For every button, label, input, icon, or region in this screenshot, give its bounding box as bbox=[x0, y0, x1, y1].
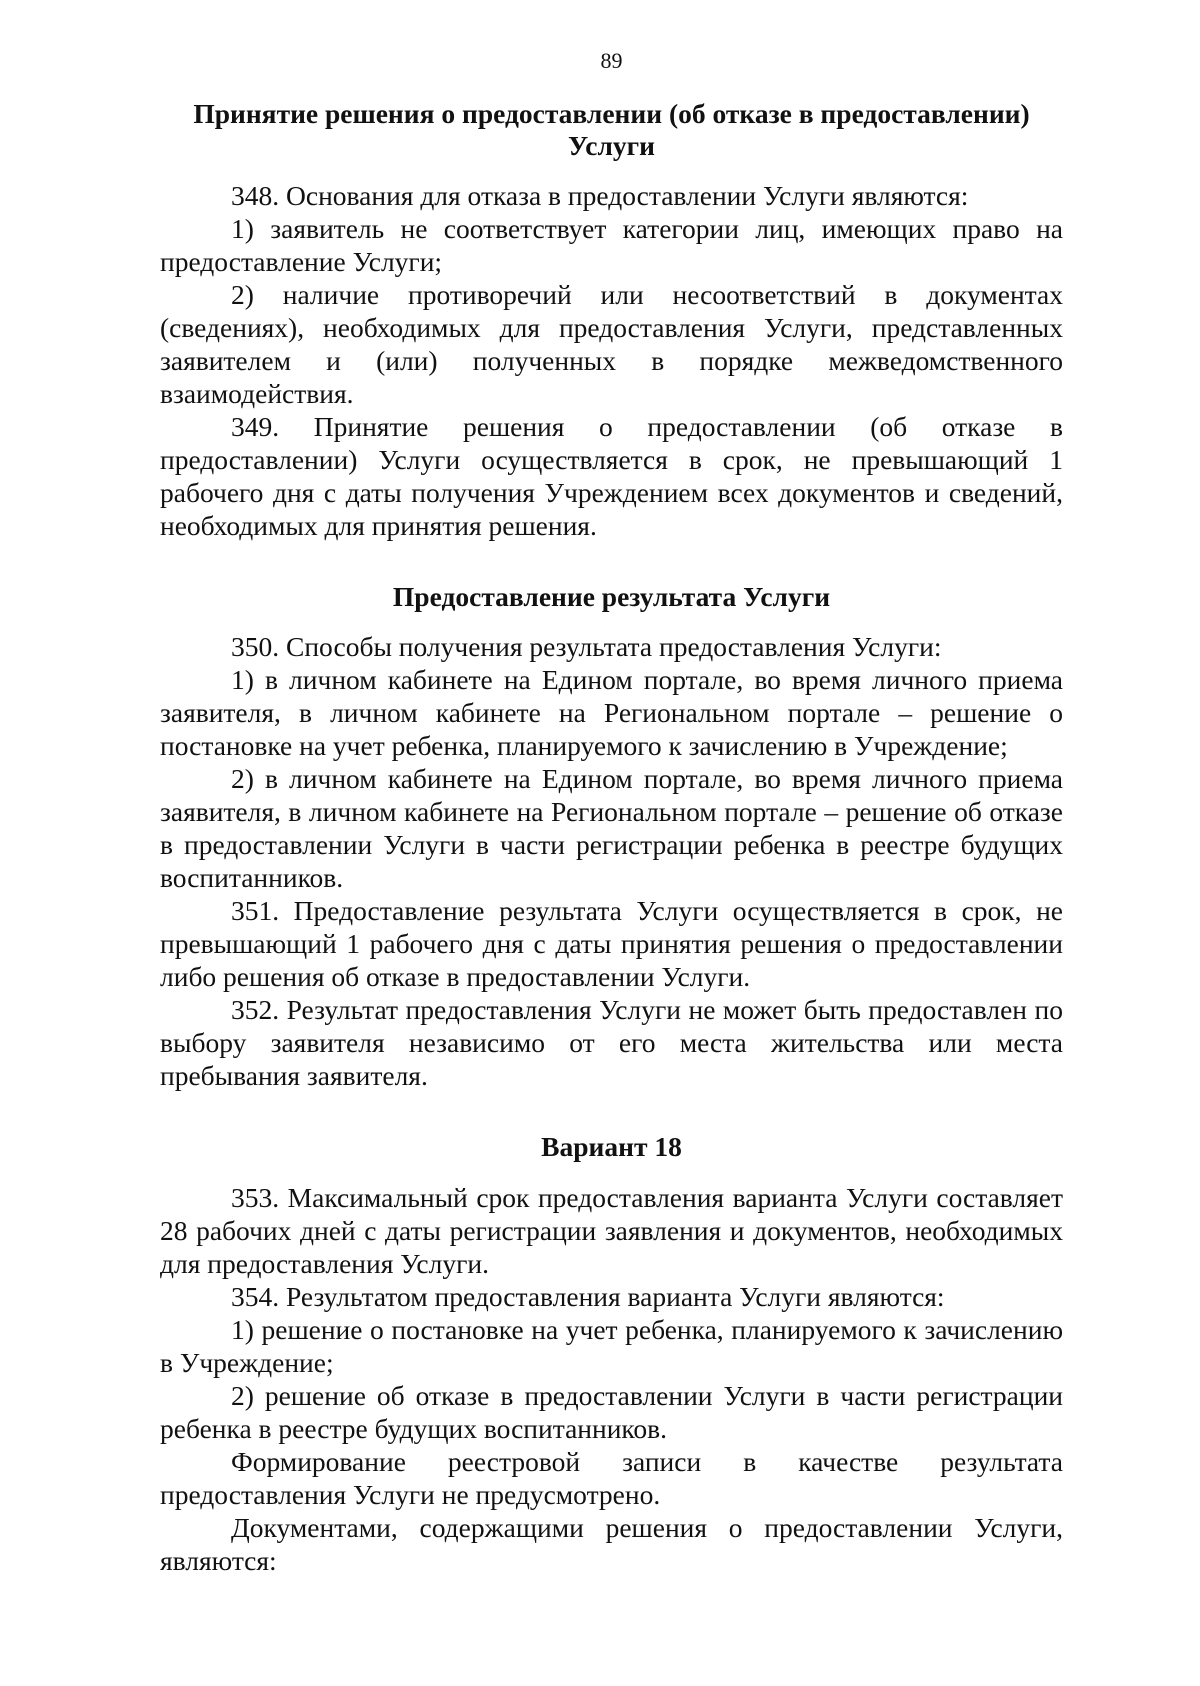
paragraph-349: 349. Принятие решения о предоставлении (об отказе в предоставлении) Услуги осуществляется в срок, не превышающий 1 рабочего дня с даты получения Учреждением всех документов и сведений, необходимых для принятия решения. bbox=[160, 411, 1063, 541]
page-number: 89 bbox=[600, 48, 623, 73]
paragraph-353: 353. Максимальный срок предоставления варианта Услуги составляет 28 рабочих дней с даты регистрации заявления и документов, необходимых для предоставления Услуги. bbox=[160, 1182, 1063, 1279]
paragraph-354-item-2: 2) решение об отказе в предоставлении Услуги в части регистрации ребенка в реестре будущих воспитанников. bbox=[160, 1380, 1063, 1444]
paragraph-354-item-1: 1) решение о постановке на учет ребенка, планируемого к зачислению в Учреждение; bbox=[160, 1314, 1063, 1378]
paragraph-decision-documents: Документами, содержащими решения о предоставлении Услуги, являются: bbox=[160, 1512, 1063, 1576]
paragraph-354: 354. Результатом предоставления варианта Услуги являются: bbox=[231, 1281, 945, 1312]
section-heading-decision: Принятие решения о предоставлении (об отказе в предоставлении) Услуги bbox=[193, 98, 1030, 161]
paragraph-348-item-2: 2) наличие противоречий или несоответствий в документах (сведениях), необходимых для предоставления Услуги, представленных заявителем и (или) полученных в порядке межведомственного взаимодействия. bbox=[160, 279, 1063, 409]
section-heading-variant-18: Вариант 18 bbox=[541, 1131, 682, 1162]
paragraph-348-item-1: 1) заявитель не соответствует категории лиц, имеющих право на предоставление Услуги; bbox=[160, 213, 1063, 277]
paragraph-350-item-1: 1) в личном кабинете на Едином портале, во время личного приема заявителя, в личном кабинете на Региональном портале – решение о постановке на учет ребенка, планируемого к зачислению в Учреждение; bbox=[160, 664, 1063, 761]
paragraph-348: 348. Основания для отказа в предоставлении Услуги являются: bbox=[231, 180, 969, 211]
paragraph-352: 352. Результат предоставления Услуги не может быть предоставлен по выбору заявителя независимо от его места жительства или места пребывания заявителя. bbox=[160, 994, 1063, 1091]
paragraph-350: 350. Способы получения результата предоставления Услуги: bbox=[231, 631, 942, 662]
section-heading-result: Предоставление результата Услуги bbox=[392, 581, 831, 612]
paragraph-351: 351. Предоставление результата Услуги осуществляется в срок, не превышающий 1 рабочего дня с даты принятия решения о предоставлении либо решения об отказе в предоставлении Услуги. bbox=[160, 895, 1063, 992]
paragraph-registry-record: Формирование реестровой записи в качестве результата предоставления Услуги не предусмотрено. bbox=[160, 1446, 1063, 1510]
paragraph-350-item-2: 2) в личном кабинете на Едином портале, во время личного приема заявителя, в личном кабинете на Региональном портале – решение об отказе в предоставлении Услуги в части регистрации ребенка в реестре будущих воспитанников. bbox=[160, 763, 1063, 893]
